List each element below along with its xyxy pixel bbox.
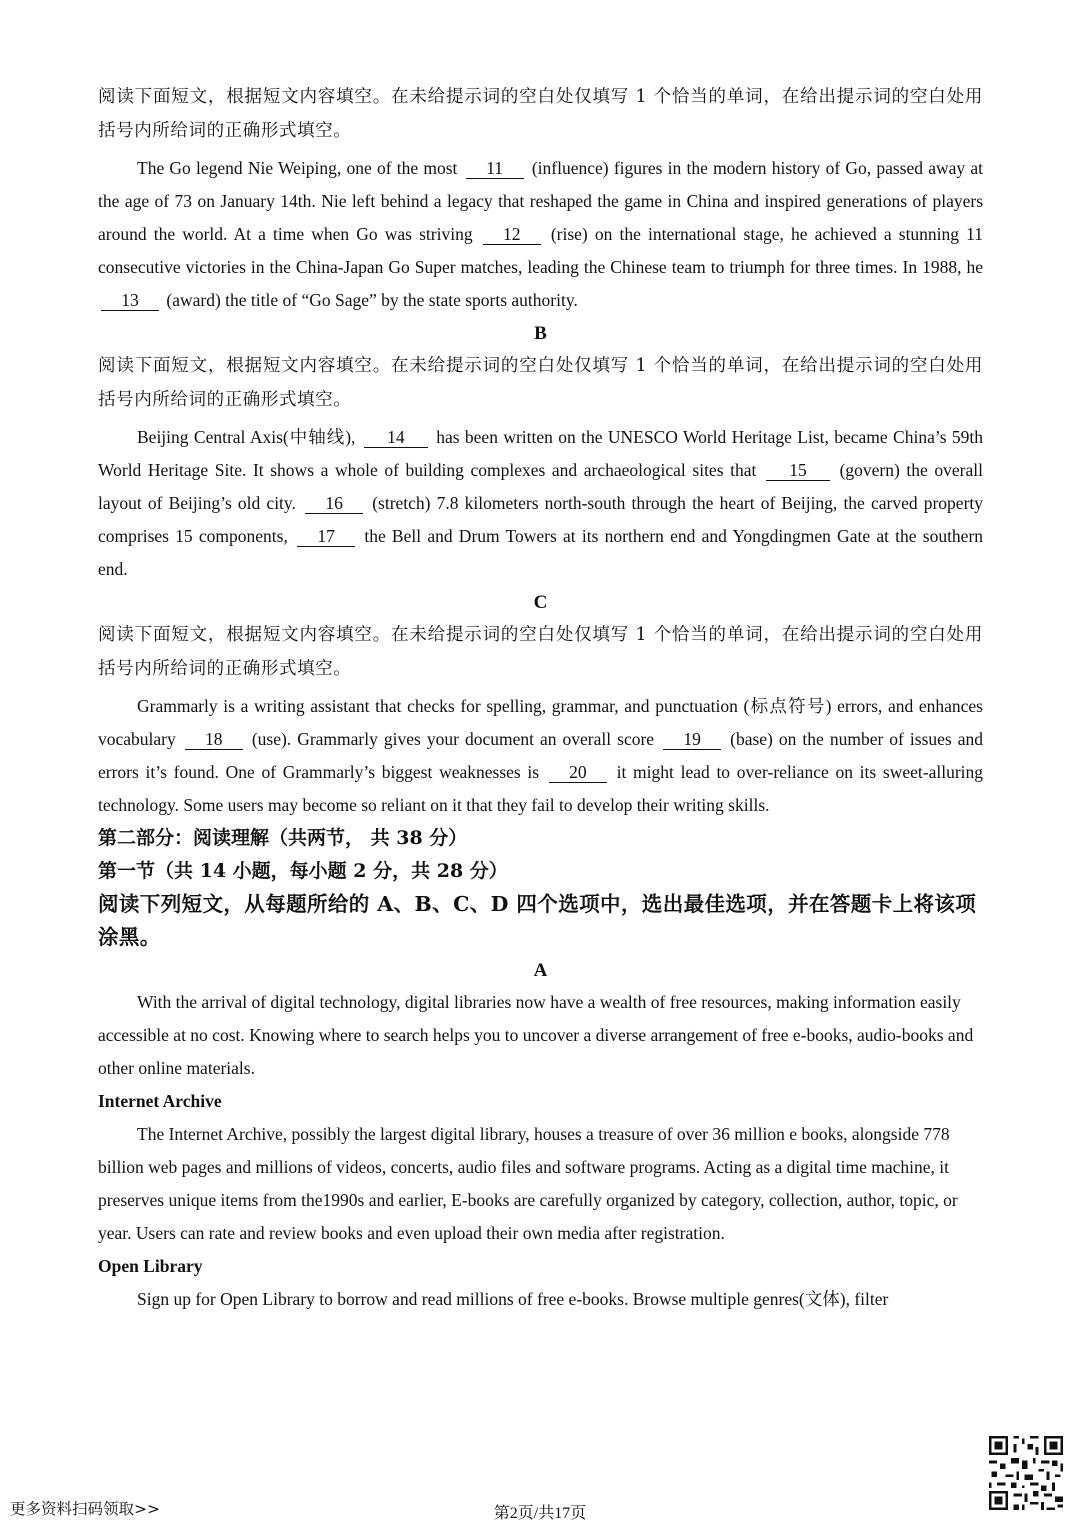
internet-archive-heading: Internet Archive — [98, 1091, 222, 1111]
blank-20[interactable]: 20 — [549, 762, 607, 783]
page-content — [98, 80, 983, 1316]
blank-14[interactable]: 14 — [364, 427, 428, 448]
blank-19[interactable]: 19 — [663, 729, 721, 750]
passage-go-legend — [98, 152, 983, 317]
open-library-text: Sign up for Open Library to borrow and read millions of free e-books. Browse multiple genres(文体), filter — [137, 1289, 889, 1309]
blank-13[interactable]: 13 — [101, 290, 159, 311]
page-number: 第2页/共17页 — [493, 1505, 587, 1522]
passage-text: has been written on the UNESCO World Heritage List, became China’s 59th World Heritage Site. It shows a whole of building complexes and archaeological sites that — [98, 427, 984, 480]
blank-11[interactable]: 11 — [466, 158, 524, 179]
passage-text: (influence) figures in the modern history of Go, passed away at the age of 73 on January 14th. Nie left behind a legacy that reshaped the game in China and inspired generations of players around the world. At a time when Go was striving — [98, 158, 983, 244]
blank-17[interactable]: 17 — [297, 526, 355, 547]
passage-text: it might lead to over-reliance on its sweet-alluring technology. Some users may become so reliant on it that they fail to develop their writing skills. — [98, 762, 984, 815]
passage-text: Beijing Central Axis(中轴线), — [137, 427, 356, 447]
passage-text: Grammarly is a writing assistant that checks for spelling, grammar, and punctuation (标点符号) errors, and enhances vocabulary — [98, 696, 983, 749]
section-c-heading: C — [533, 592, 548, 613]
qr-code-icon[interactable] — [986, 1433, 1066, 1513]
passage-text: (use). Grammarly gives your document an overall score — [251, 729, 655, 749]
passage-text: (stretch) 7.8 kilometers north-south through the heart of Beijing, the carved property comprises 15 components, — [98, 493, 984, 546]
instruction-fill-a: 阅读下面短文，根据短文内容填空。在未给提示词的空白处仅填写 1 个恰当的单词，在给出提示词的空白处用括号内所给词的正确形式填空。 — [98, 87, 983, 141]
section-b-heading: B — [534, 323, 547, 344]
reading-instruction: 阅读下列短文，从每题所给的 A、B、C、D 四个选项中，选出最佳选项，并在答题卡上将该项涂黑。 — [98, 892, 977, 949]
blank-12[interactable]: 12 — [483, 224, 541, 245]
passage-text: (award) the title of “Go Sage” by the state sports authority. — [166, 290, 578, 310]
passage-grammarly — [98, 690, 983, 822]
section-one-heading: 第一节（共 14 小题，每小题 2 分，共 28 分） — [98, 860, 508, 882]
part-two-heading: 第二部分：阅读理解（共两节， 共 38 分） — [98, 827, 468, 849]
blank-15[interactable]: 15 — [766, 460, 830, 481]
passage-text: The Go legend Nie Weiping, one of the most — [137, 158, 458, 178]
footer-more-resources-link[interactable]: 更多资料扫码领取>> — [10, 1500, 160, 1518]
passage-text: the Bell and Drum Towers at its northern end and Yongdingmen Gate at the southern end. — [98, 526, 984, 579]
passage-text: (base) on the number of issues and errors it’s found. One of Grammarly’s biggest weaknesses is — [98, 729, 984, 782]
blank-18[interactable]: 18 — [185, 729, 243, 750]
passage-text: (govern) the overall layout of Beijing’s old city. — [98, 460, 984, 513]
passage-central-axis — [98, 421, 983, 586]
reading-a-intro: With the arrival of digital technology, digital libraries now have a wealth of free resources, making information easily accessible at no cost. Knowing where to search helps you to uncover a diverse arrangement of free e-books, audio-books and other online materials. — [98, 992, 974, 1078]
reading-a-heading: A — [533, 960, 548, 981]
internet-archive-text: The Internet Archive, possibly the largest digital library, houses a treasure of over 36 million e books, alongside 778 billion web pages and millions of videos, concerts, audio files and software programs. Acting as a digital time machine, it preserves unique items from the1990s and earlier, E-books are carefully organized by category, collection, author, topic, or year. Users can rate and review books and even upload their own media after registration. — [98, 1124, 958, 1243]
passage-text: (rise) on the international stage, he achieved a stunning 11 consecutive victories in the China-Japan Go Super matches, leading the Chinese team to triumph for three times. In 1988, he — [98, 224, 984, 277]
blank-16[interactable]: 16 — [305, 493, 363, 514]
open-library-heading: Open Library — [98, 1256, 203, 1276]
instruction-fill-c: 阅读下面短文，根据短文内容填空。在未给提示词的空白处仅填写 1 个恰当的单词，在给出提示词的空白处用括号内所给词的正确形式填空。 — [98, 625, 983, 679]
instruction-fill-b: 阅读下面短文，根据短文内容填空。在未给提示词的空白处仅填写 1 个恰当的单词，在给出提示词的空白处用括号内所给词的正确形式填空。 — [98, 356, 983, 410]
